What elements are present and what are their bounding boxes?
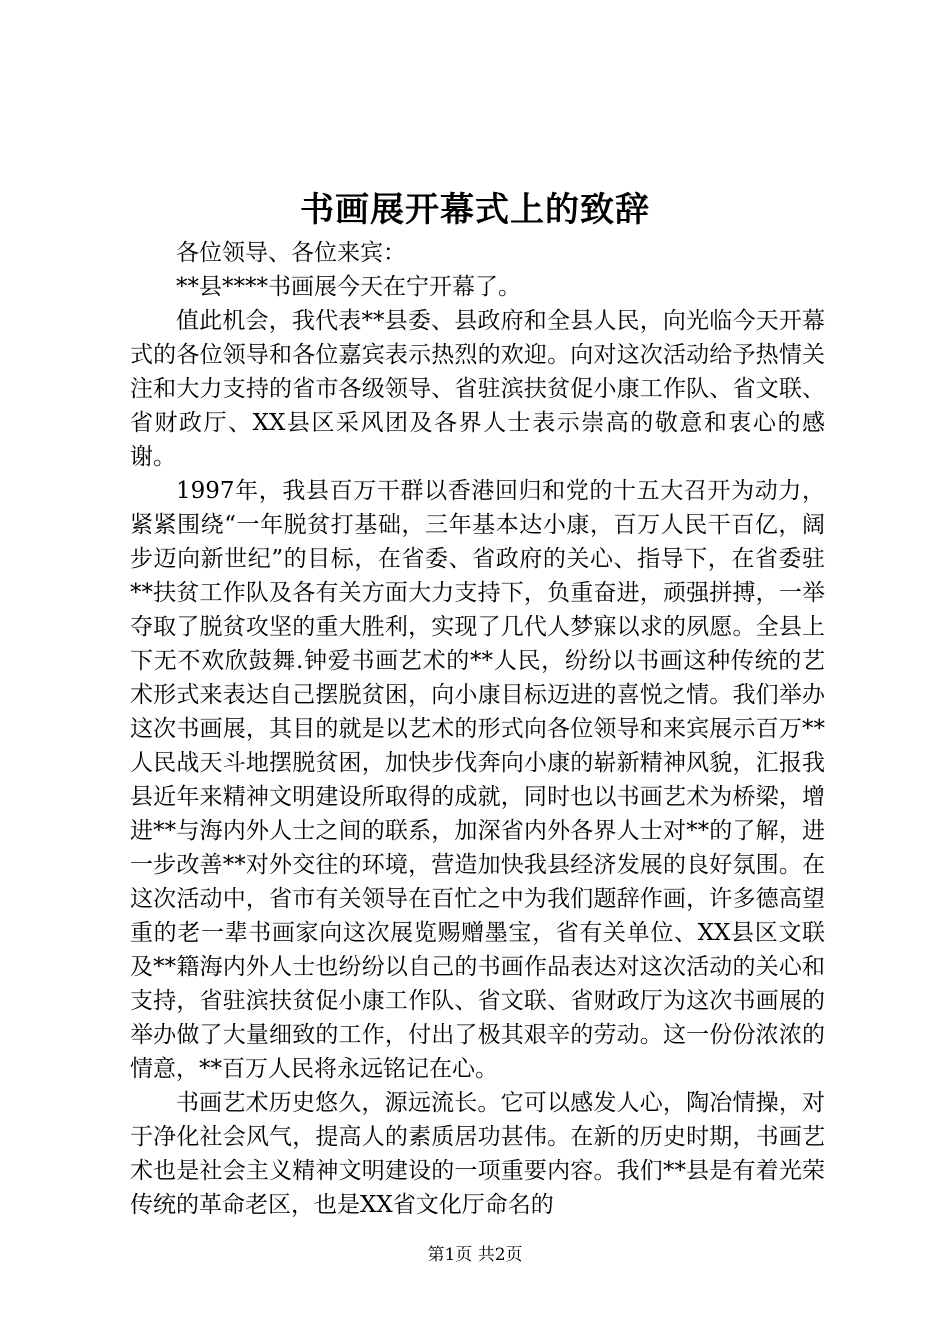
opening-paragraph: **县****书画展今天在宁开幕了。	[176, 274, 521, 300]
welcome-paragraph: 值此机会，我代表**县委、县政府和全县人民，向光临今天开幕式的各位领导和各位嘉宾表示热烈的欢迎。向对这次活动给予热情关注和大力支持的省市各级领导、省驻滨扶贫促小康工作队、省文联、省财政厅、XX县区采风团及各界人士表示崇高的敬意和衷心的感谢。	[130, 308, 825, 470]
greeting-paragraph: 各位领导、各位来宾：	[176, 240, 406, 266]
art-history-paragraph: 书画艺术历史悠久，源远流长。它可以感发人心，陶冶情操，对于净化社会风气，提高人的素质居功甚伟。在新的历史时期，书画艺术也是社会主义精神文明建设的一项重要内容。我们**县是有着光荣传统的革命老区，也是XX省文化厅命名的	[130, 1090, 825, 1218]
document-body	[130, 236, 825, 1222]
document-title: 书画展开幕式上的致辞	[300, 190, 650, 230]
page-number-footer: 第1页 共2页	[427, 1245, 523, 1265]
achievement-paragraph: 1997年，我县百万干群以香港回归和党的十五大召开为动力，紧紧围绕“一年脱贫打基础，三年基本达小康，百万人民干百亿，阔步迈向新世纪”的目标，在省委、省政府的关心、指导下，在省委驻**扶贫工作队及各有关方面大力支持下，负重奋进，顽强拼搏，一举夺取了脱贫攻坚的重大胜利，实现了几代人梦寐以求的夙愿。全县上下无不欢欣鼓舞.钟爱书画艺术的**人民，纷纷以书画这种传统的艺术形式来表达自己摆脱贫困，向小康目标迈进的喜悦之情。我们举办这次书画展，其目的就是以艺术的形式向各位领导和来宾展示百万**人民战天斗地摆脱贫困，加快步伐奔向小康的崭新精神风貌，汇报我县近年来精神文明建设所取得的成就，同时也以书画艺术为桥梁，增进**与海内外人士之间的联系，加深省内外各界人士对**的了解，进一步改善**对外交往的环境，营造加快我县经济发展的良好氛围。在这次活动中，省市有关领导在百忙之中为我们题辞作画，许多德高望重的老一辈书画家向这次展览赐赠墨宝，省有关单位、XX县区文联及**籍海内外人士也纷纷以自己的书画作品表达对这次活动的关心和支持，省驻滨扶贫促小康工作队、省文联、省财政厅为这次书画展的举办做了大量细致的工作，付出了极其艰辛的劳动。这一份份浓浓的情意，**百万人民将永远铭记在心。	[130, 478, 825, 1082]
